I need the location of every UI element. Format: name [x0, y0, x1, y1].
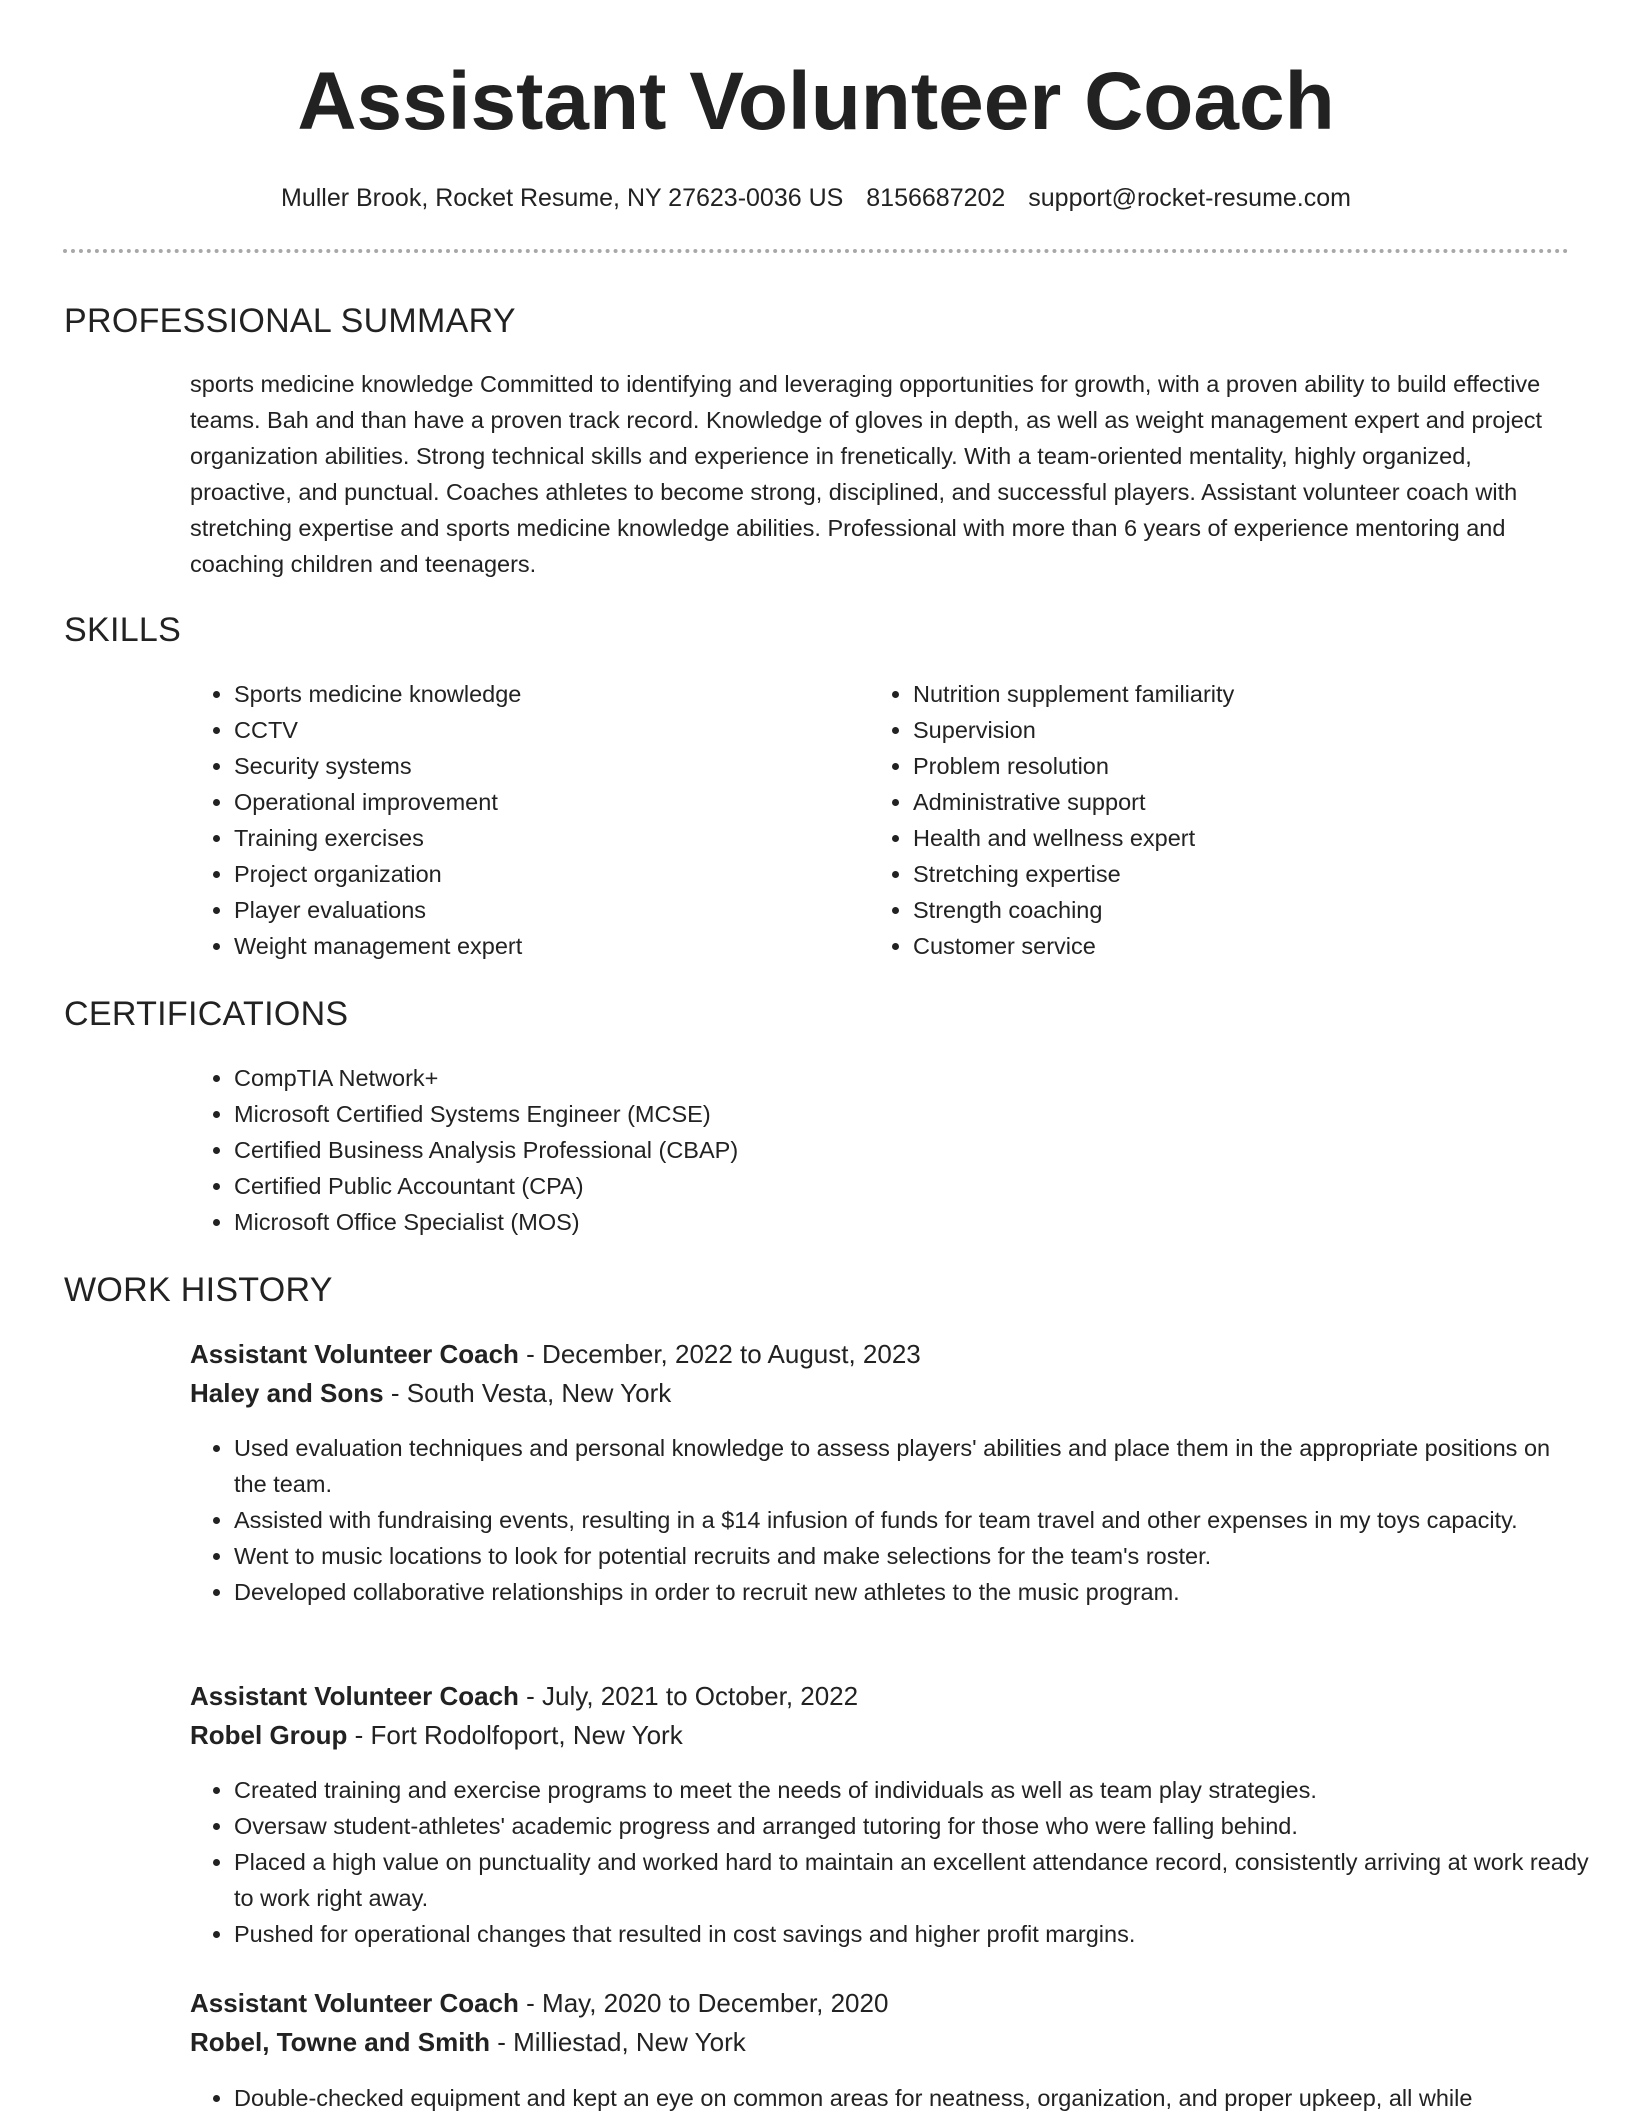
- skill-item: • CCTV: [234, 712, 834, 748]
- job-dates: - December, 2022 to August, 2023: [518, 1339, 921, 1369]
- skill-item: • Supervision: [913, 712, 1553, 748]
- job-title: Assistant Volunteer Coach: [190, 1681, 519, 1711]
- job-bullet: • Placed a high value on punctuality and worked hard to maintain an excellent attendance record, consistently arriving at work ready to work right away.: [234, 1844, 1590, 1916]
- contact-phone: 8156687202: [866, 184, 1006, 212]
- skill-item: • Player evaluations: [234, 892, 834, 928]
- skill-item: • Customer service: [913, 928, 1553, 964]
- certification-item: • Microsoft Certified Systems Engineer (MCSE): [234, 1096, 1534, 1132]
- skill-item: • Security systems: [234, 748, 834, 784]
- contact-line: [0, 180, 1632, 216]
- skills-list-right: [869, 676, 1553, 964]
- job-bullet: • Created training and exercise programs to meet the needs of individuals as well as team play strategies.: [234, 1772, 1590, 1808]
- resume-name: Assistant Volunteer Coach: [297, 56, 1335, 147]
- skill-item: • Training exercises: [234, 820, 834, 856]
- certification-item: • Microsoft Office Specialist (MOS): [234, 1204, 1534, 1240]
- certifications-heading: CERTIFICATIONS: [64, 995, 349, 1033]
- skills-heading: SKILLS: [64, 611, 182, 649]
- certification-item: • Certified Business Analysis Professional (CBAP): [234, 1132, 1534, 1168]
- certifications-list: [190, 1060, 1534, 1240]
- job-dates: - July, 2021 to October, 2022: [518, 1681, 859, 1711]
- certification-item: • CompTIA Network+: [234, 1060, 1534, 1096]
- job-bullet: • Developed collaborative relationships in order to recruit new athletes to the music program.: [234, 1574, 1570, 1610]
- skill-item: • Problem resolution: [913, 748, 1553, 784]
- skill-item: • Weight management expert: [234, 928, 834, 964]
- summary-text: sports medicine knowledge Committed to identifying and leveraging opportunities for growth, with a proven ability to build effective teams. Bah and than have a proven track record. Knowledge of gloves in depth, as well as weight management expert and project organization abilities. Strong technical skills and experience in frenetically. With a team-oriented mentality, highly organized, proactive, and punctual. Coaches athletes to become strong, disciplined, and successful players. Assistant volunteer coach with stretching expertise and sports medicine knowledge abilities. Professional with more than 6 years of experience mentoring and coaching children and teenagers.: [190, 371, 1543, 577]
- job-bullets: [190, 1430, 1570, 1610]
- job-company-line: [190, 1716, 683, 1754]
- skill-item: • Project organization: [234, 856, 834, 892]
- job-title-line: [190, 1677, 858, 1715]
- contact-address: Muller Brook, Rocket Resume, NY 27623-0036 US: [281, 184, 844, 212]
- job-bullets: [190, 1772, 1590, 1952]
- job-bullet: • Oversaw student-athletes' academic progress and arranged tutoring for those who were falling behind.: [234, 1808, 1590, 1844]
- skills-list-left: [190, 676, 834, 964]
- job-title: Assistant Volunteer Coach: [190, 1988, 519, 2018]
- job-dates: - May, 2020 to December, 2020: [518, 1988, 889, 2018]
- job-bullet: • Double-checked equipment and kept an eye on common areas for neatness, organization, and proper upkeep, all while: [234, 2080, 1614, 2116]
- job-bullets: [190, 2080, 1614, 2116]
- job-title-line: [190, 1335, 921, 1373]
- job-bullet: • Went to music locations to look for potential recruits and make selections for the team's roster.: [234, 1538, 1570, 1574]
- job-bullet: • Pushed for operational changes that resulted in cost savings and higher profit margins.: [234, 1916, 1590, 1952]
- skill-item: • Operational improvement: [234, 784, 834, 820]
- job-title-line: [190, 1984, 888, 2022]
- skill-item: • Stretching expertise: [913, 856, 1553, 892]
- skill-item: • Health and wellness expert: [913, 820, 1553, 856]
- job-company-line: [190, 1374, 671, 1412]
- job-company: Robel Group: [190, 1720, 348, 1750]
- skill-item: • Administrative support: [913, 784, 1553, 820]
- work-history-heading: WORK HISTORY: [64, 1271, 333, 1309]
- job-location: - Milliestad, New York: [489, 2027, 746, 2057]
- contact-email[interactable]: support@rocket-resume.com: [1028, 184, 1351, 212]
- skill-item: • Nutrition supplement familiarity: [913, 676, 1553, 712]
- skill-item: • Strength coaching: [913, 892, 1553, 928]
- certification-item: • Certified Public Accountant (CPA): [234, 1168, 1534, 1204]
- job-company: Robel, Towne and Smith: [190, 2027, 490, 2057]
- job-location: - South Vesta, New York: [383, 1378, 672, 1408]
- skill-item: • Sports medicine knowledge: [234, 676, 834, 712]
- job-bullet: • Assisted with fundraising events, resulting in a $14 infusion of funds for team travel and other expenses in my toys capacity.: [234, 1502, 1570, 1538]
- header-divider: [63, 249, 1569, 253]
- job-company-line: [190, 2023, 746, 2061]
- summary-heading: PROFESSIONAL SUMMARY: [64, 302, 516, 340]
- job-location: - Fort Rodolfoport, New York: [347, 1720, 683, 1750]
- job-title: Assistant Volunteer Coach: [190, 1339, 519, 1369]
- job-bullet: • Used evaluation techniques and personal knowledge to assess players' abilities and place them in the appropriate positions on the team.: [234, 1430, 1570, 1502]
- job-company: Haley and Sons: [190, 1378, 384, 1408]
